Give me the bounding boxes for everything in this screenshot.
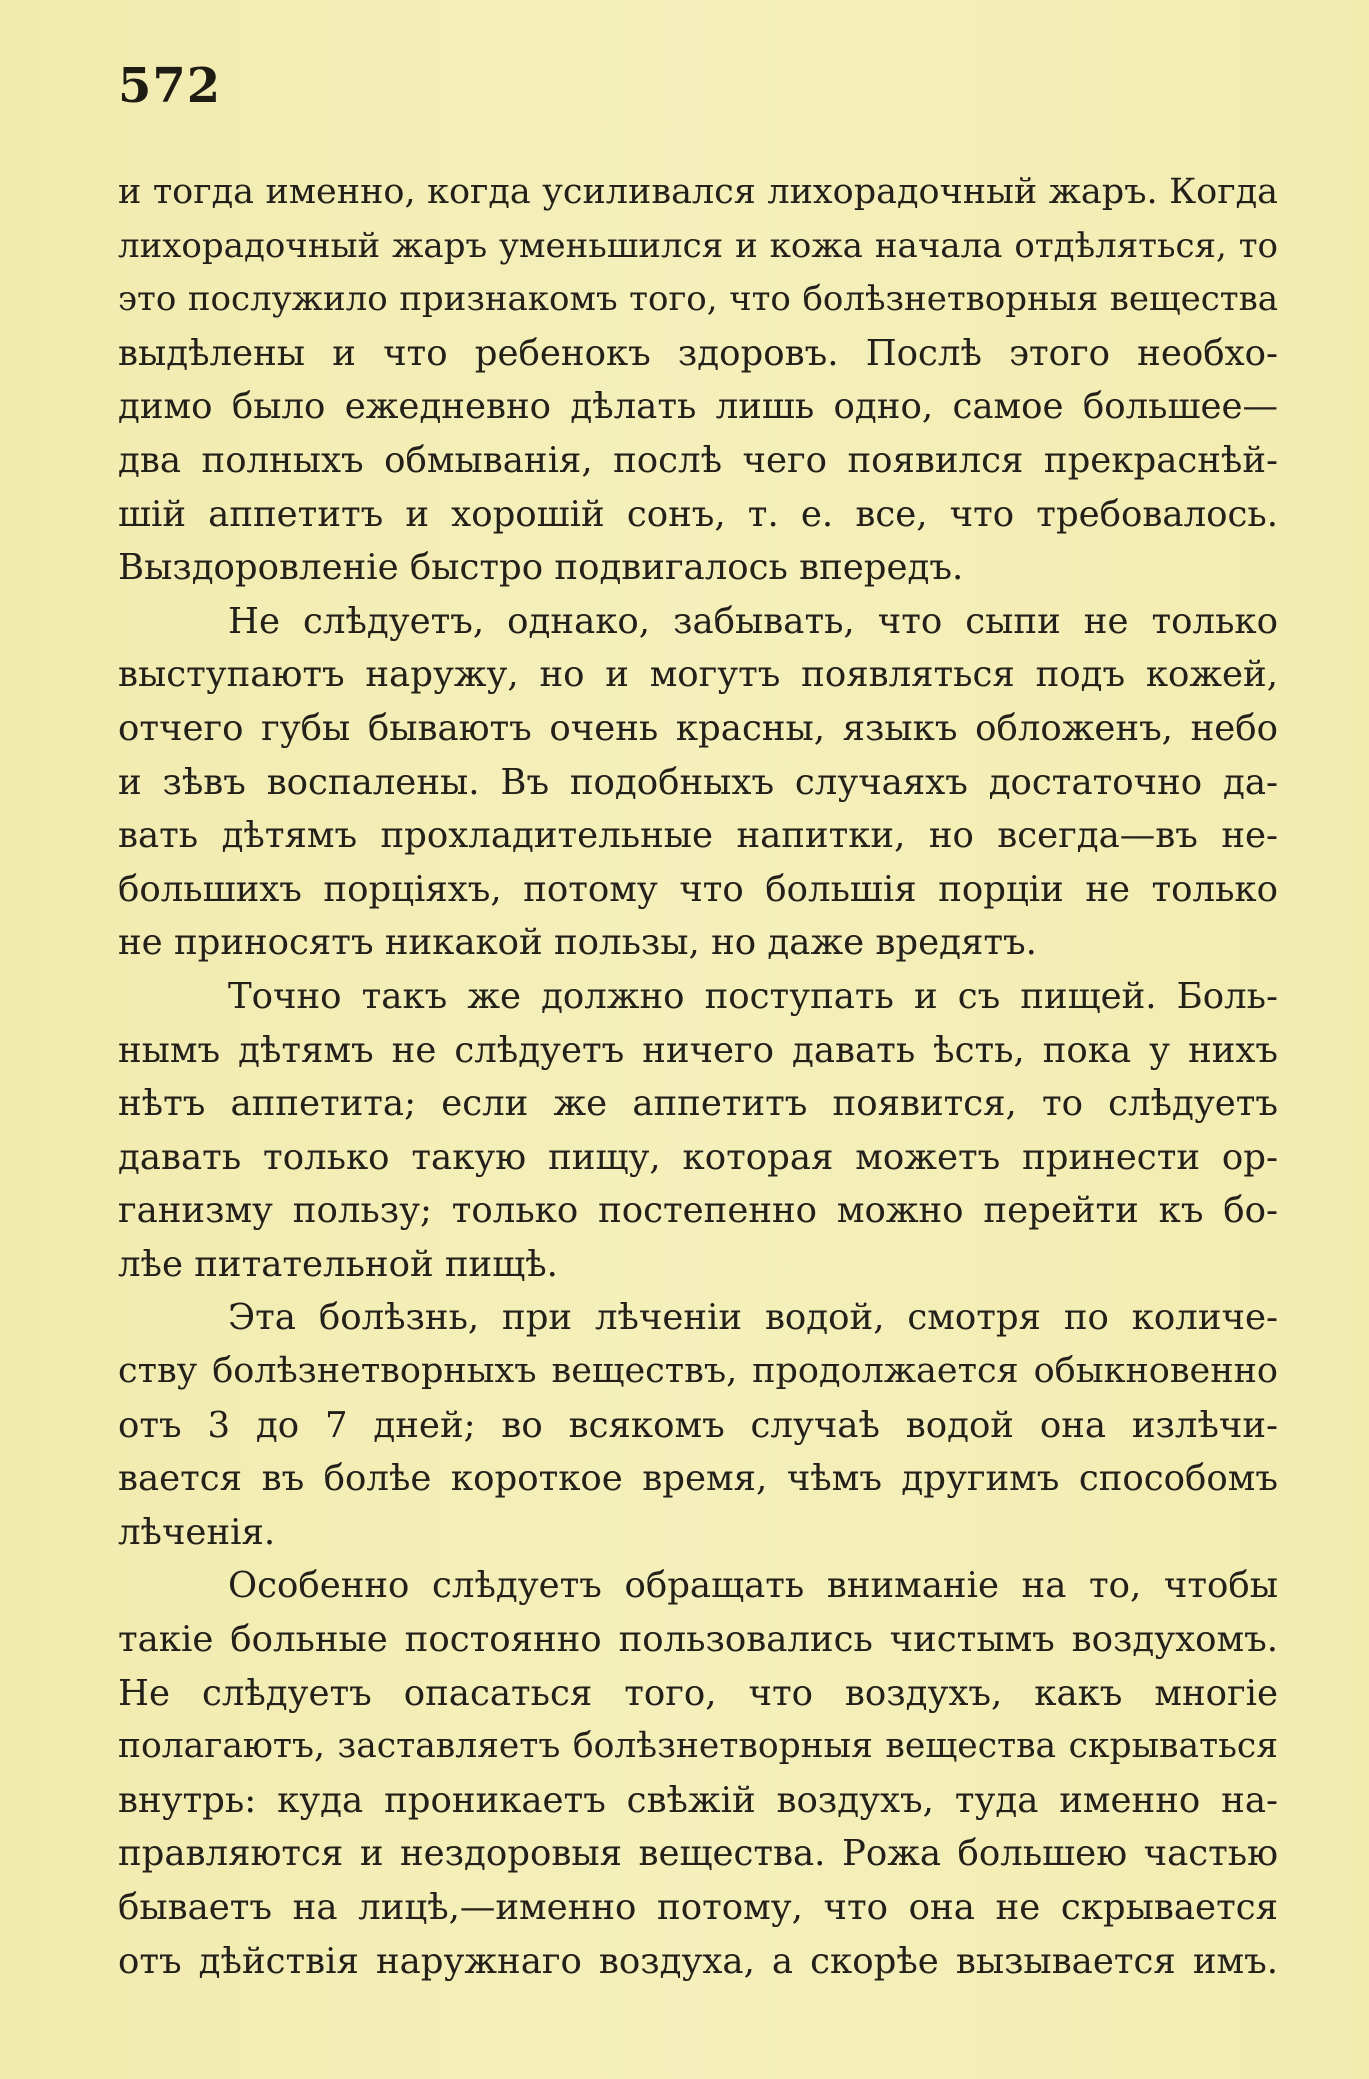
text-line: Выздоровленіе быстро подвигалось впередъ. — [118, 547, 964, 589]
text-line: димо было ежедневно дѣлать лишь одно, самое большее— — [118, 386, 1278, 428]
text-line: давать только такую пищу, которая можетъ принести ор- — [118, 1136, 1278, 1178]
text-line: шій аппетитъ и хорошій сонъ, т. е. все, что требовалось. — [118, 493, 1278, 535]
text-line: два полныхъ обмыванія, послѣ чего появился прекраснѣй- — [118, 439, 1278, 481]
text-line: отъ дѣйствія наружнаго воздуха, а скорѣе вызывается имъ. — [118, 1940, 1278, 1982]
text-line: правляются и нездоровыя вещества. Рожа большею частью — [118, 1833, 1278, 1875]
text-line: нѣтъ аппетита; если же аппетитъ появится, то слѣдуетъ — [118, 1083, 1278, 1125]
text-line: внутрь: куда проникаетъ свѣжій воздухъ, туда именно на- — [118, 1779, 1278, 1821]
text-line: Не слѣдуетъ опасаться того, что воздухъ, какъ многіе — [118, 1672, 1278, 1714]
text-line: ганизму пользу; только постепенно можно перейти къ бо- — [118, 1190, 1278, 1232]
body-text — [118, 166, 1278, 1988]
text-line: не приносятъ никакой пользы, но даже вредятъ. — [118, 922, 1037, 964]
page-number: 572 — [118, 58, 222, 114]
text-line: выступаютъ наружу, но и могутъ появляться подъ кожей, — [118, 654, 1278, 696]
text-line: большихъ порціяхъ, потому что большія порціи не только — [118, 868, 1278, 910]
text-line: и зѣвъ воспалены. Въ подобныхъ случаяхъ достаточно да- — [118, 761, 1278, 803]
text-line: лѣченія. — [118, 1511, 276, 1553]
text-line: лихорадочный жаръ уменьшился и кожа начала отдѣляться, то — [118, 225, 1278, 266]
text-line: отчего губы бываютъ очень красны, языкъ обложенъ, небо — [118, 707, 1278, 749]
text-line: это послужило признакомъ того, что болѣзнетворныя вещества — [118, 279, 1278, 320]
text-line: Особенно слѣдуетъ обращать вниманіе на то, чтобы — [228, 1565, 1278, 1607]
text-line: такіе больные постоянно пользовались чистымъ воздухомъ. — [118, 1619, 1278, 1661]
text-line: вается въ болѣе короткое время, чѣмъ другимъ способомъ — [118, 1458, 1278, 1500]
text-line: Не слѣдуетъ, однако, забывать, что сыпи не только — [228, 600, 1278, 642]
text-line: Эта болѣзнь, при лѣченіи водой, смотря по количе- — [228, 1297, 1278, 1339]
text-line: и тогда именно, когда усиливался лихорадочный жаръ. Когда — [118, 172, 1278, 212]
text-line: выдѣлены и что ребенокъ здоровъ. Послѣ этого необхо- — [118, 332, 1278, 374]
text-line: лѣе питательной пищѣ. — [118, 1243, 558, 1285]
text-line: вать дѣтямъ прохладительные напитки, но всегда—въ не- — [118, 815, 1278, 857]
text-line: бываетъ на лицѣ,—именно потому, что она не скрывается — [118, 1887, 1278, 1928]
text-line: Точно такъ же должно поступать и съ пищей. Боль- — [228, 975, 1278, 1017]
text-line: отъ 3 до 7 дней; во всякомъ случаѣ водой она излѣчи- — [118, 1404, 1278, 1446]
text-line: нымъ дѣтямъ не слѣдуетъ ничего давать ѣсть, пока у нихъ — [118, 1029, 1278, 1071]
text-line: полагаютъ, заставляетъ болѣзнетворныя вещества скрываться — [118, 1726, 1278, 1767]
text-line: ству болѣзнетворныхъ веществъ, продолжается обыкновенно — [118, 1351, 1278, 1392]
